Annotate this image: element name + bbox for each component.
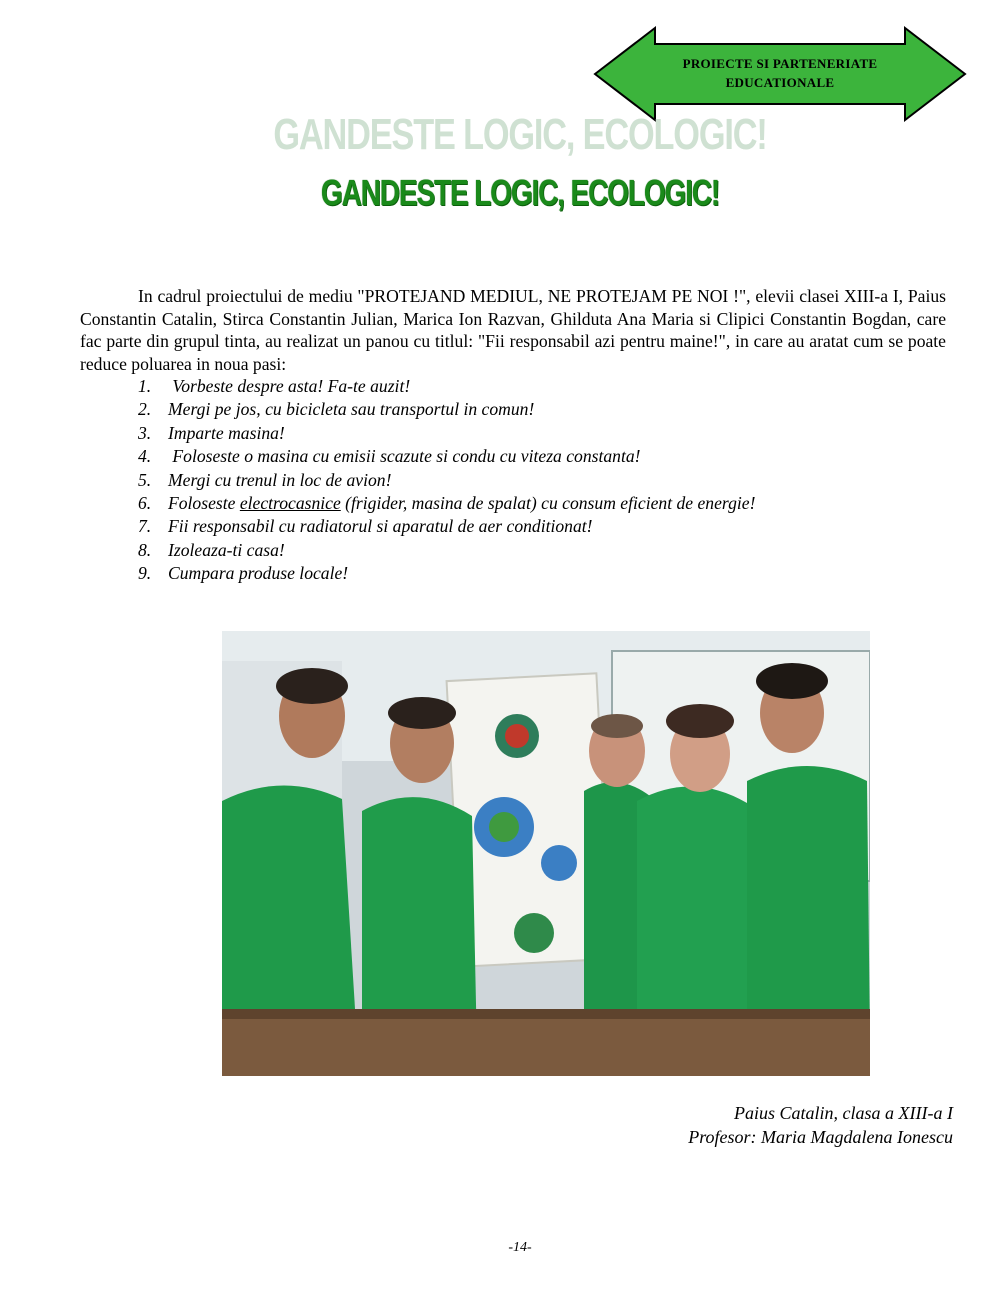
teacher-line: Profesor: Maria Magdalena Ionescu	[688, 1127, 953, 1147]
list-item: 3. Imparte masina!	[138, 422, 285, 443]
list-item: 4. Foloseste o masina cu emisii scazute si condu cu viteza constanta!	[138, 446, 641, 467]
list-item: 9. Cumpara produse locale!	[138, 563, 349, 584]
tips-list	[138, 375, 755, 586]
badge-line-2: EDUCATIONALE	[725, 75, 835, 90]
page-number: -14-	[508, 1240, 532, 1255]
title-watermark: GANDESTE LOGIC, ECOLOGIC!	[273, 110, 767, 159]
author-line: Paius Catalin, clasa a XIII-a I	[734, 1103, 953, 1123]
group-photo	[222, 631, 870, 1076]
page-title: GANDESTE LOGIC, ECOLOGIC!	[320, 172, 720, 213]
list-item: 5. Mergi cu trenul in loc de avion!	[138, 469, 392, 490]
electrocasnice-link[interactable]: electrocasnice	[239, 493, 341, 514]
section-badge	[593, 26, 967, 122]
list-item: 1. Vorbeste despre asta! Fa-te auzit!	[138, 376, 411, 396]
list-item: 8. Izoleaza-ti casa!	[138, 539, 285, 560]
list-item: 7. Fii responsabil cu radiatorul si aparatul de aer conditionat!	[138, 516, 593, 537]
list-item: 6. Foloseste electrocasnice (frigider, masina de spalat) cu consum eficient de energie!	[138, 493, 756, 514]
list-item: 2. Mergi pe jos, cu bicicleta sau transportul in comun!	[138, 399, 535, 420]
intro-paragraph	[80, 285, 946, 375]
badge-label	[633, 54, 927, 92]
badge-line-1: PROIECTE SI PARTENERIATE	[682, 56, 878, 71]
intro-text: In cadrul proiectului de mediu "PROTEJAND MEDIUL, NE PROTEJAM PE NOI !", elevii clasei XIII-a I, Paius Constantin Catalin, Stirca Constantin Julian, Marica Ion Razvan, Ghilduta Ana Maria si Clipici Constantin Bogdan, care fac parte din grupul tinta, au realizat un panou cu titlul: "Fii responsabil azi pentru maine!", in care au aratat cum se poate reduce poluarea in noua pasi:	[80, 286, 946, 374]
students-photo-illustration	[222, 631, 870, 1076]
signature-block	[688, 1101, 953, 1149]
